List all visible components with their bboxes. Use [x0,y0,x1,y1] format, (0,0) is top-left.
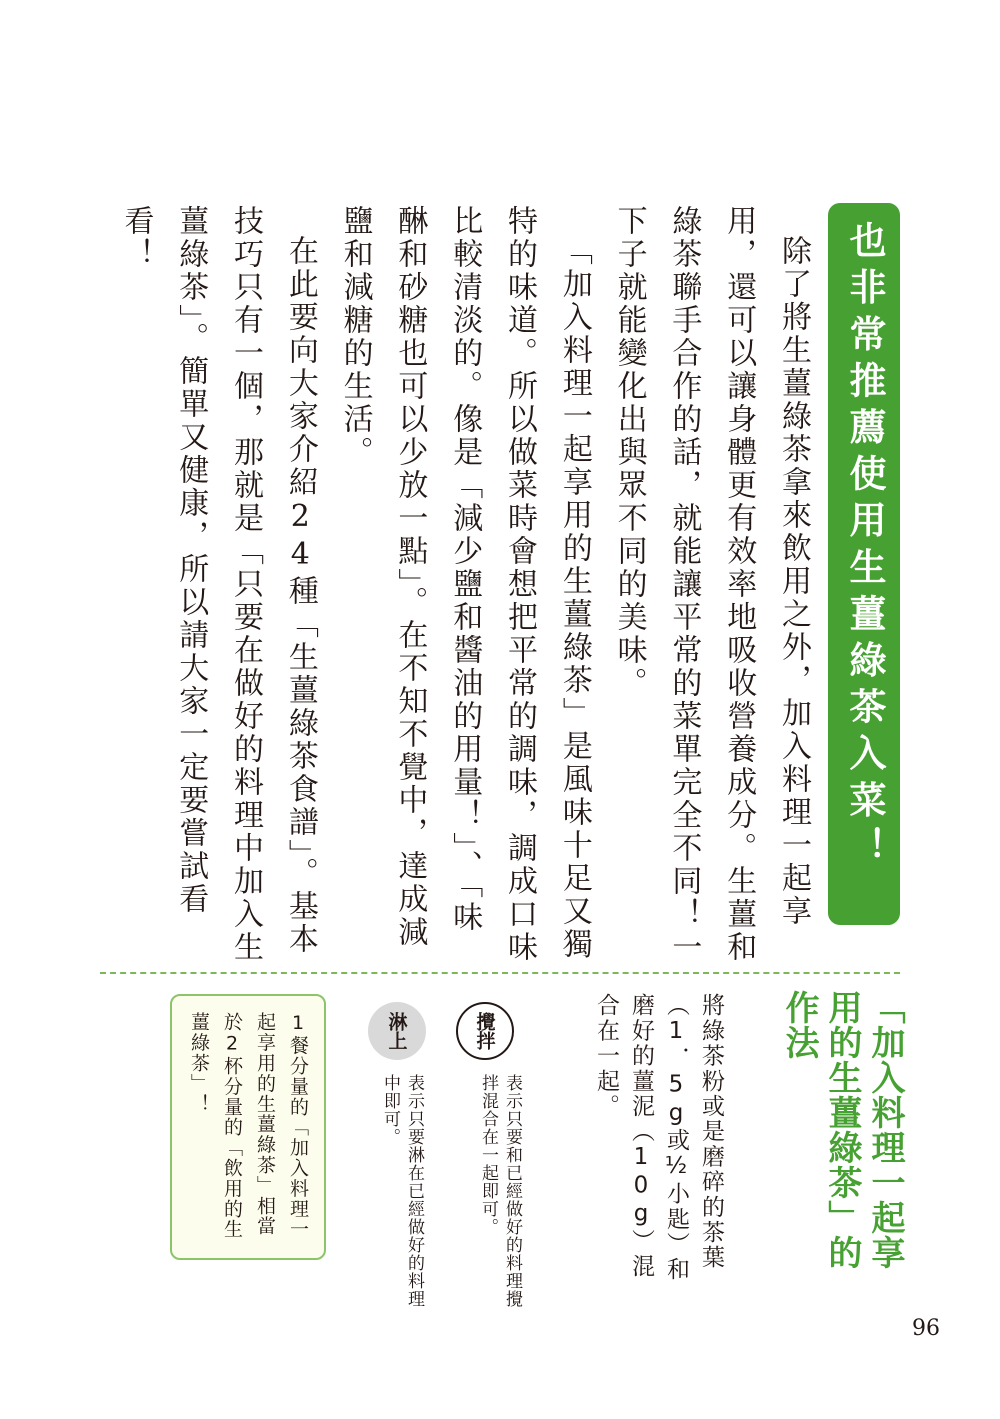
method-title: 「加入料理一起享用的生薑綠茶」的作法 [779,990,905,1270]
body-paragraph-2: 「加入料理一起享用的生薑綠茶」是風味十足又獨特的味道。所以做菜時會想把平常的調味，調成口味比較清淡的。像是「減少鹽和醬油的用量！」、「味醂和砂糖也可以少放一點」。在不知不覺中，達成減鹽和減糖的生活。 [337,205,592,964]
section-heading: 也非常推薦使用生薑綠茶入菜！ [843,221,886,874]
body-paragraph-1: 除了將生薑綠茶拿來飲用之外，加入料理一起享用，還可以讓身體更有效率地吸收營養成分。生薑和綠茶聯手合作的話，就能讓平常的菜單完全不同！一下子就能變化出與眾不同的美味。 [611,205,811,964]
method-text: 將綠茶粉或是磨碎的茶葉（1．5g或½小匙）和磨好的薑泥（10g）混合在一起。 [593,993,724,1283]
stir-legend-label: 攪拌 [473,1012,496,1050]
pour-legend-label: 淋上 [385,1012,408,1050]
pour-legend-description: 表示只要淋在已經做好的料理中即可。 [380,1074,424,1308]
pour-legend-badge [368,1002,426,1060]
body-paragraph-3: 在此要向大家介紹24種「生薑綠茶食譜」。基本技巧只有一個，那就是「只要在做好的料理中加入生薑綠茶」。簡單又健康，所以請大家一定要嘗試看看！ [118,205,318,964]
stir-legend-description: 表示只要和已經做好的料理攪拌混合在一起即可。 [478,1074,522,1308]
page-number: 96 [912,1316,940,1341]
stir-legend-badge [456,1002,514,1060]
section-heading-banner [828,203,900,925]
section-divider [100,972,900,974]
serving-note-text: 1餐分量的「加入料理一起享用的生薑綠茶」相當於2杯分量的「飲用的生薑綠茶」！ [188,1012,309,1240]
serving-note-box [170,994,326,1260]
body-text [118,205,820,965]
